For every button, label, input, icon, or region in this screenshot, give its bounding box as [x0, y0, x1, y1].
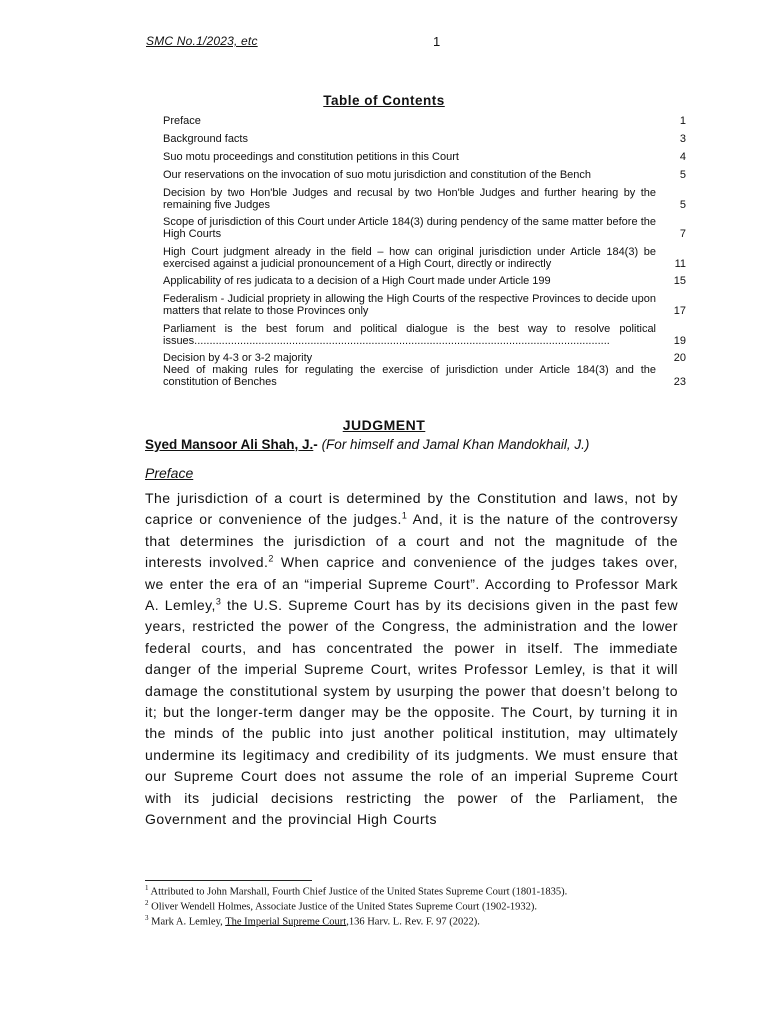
- footnote: [145, 883, 685, 898]
- case-reference: SMC No.1/2023, etc: [146, 34, 258, 48]
- toc-entry-text: Suo motu proceedings and constitution petitions in this Court: [163, 151, 459, 163]
- judgment-heading: JUDGMENT: [342, 417, 426, 433]
- toc-entry-text: Applicability of res judicata to a decision of a High Court made under Article 199: [163, 275, 551, 287]
- footnote-text: Oliver Wendell Holmes, Associate Justice of the United States Supreme Court (1902-1932).: [151, 901, 538, 913]
- footnote-mark: 3: [145, 913, 149, 922]
- preface-paragraph: [145, 488, 678, 831]
- toc-entry: [163, 352, 686, 364]
- toc-entry-text: Need of making rules for regulating the exercise of jurisdiction under Article 184(3) and the constitution of Benches: [163, 364, 656, 388]
- toc-entry-text: Decision by two Hon'ble Judges and recusal by two Hon'ble Judges and further hearing by the remaining five Judges: [163, 187, 656, 211]
- paragraph-text: the U.S. Supreme Court has by its decisions given in the past few years, restricted the power of the Congress, the administration and the lower federal courts, and has concentrated the power in itself. The immediate danger of the imperial Supreme Court, writes Professor Lemley, is that it will damage the constitutional system by usurping the power that doesn’t belong to it; but the longer-term danger may be the opposite. The Court, by turning it in the minds of the public into just another political institution, may ultimately undermine its legitimacy and credibility of its judgments. We must ensure that our Supreme Court does not assume the role of an imperial Supreme Court with its judicial decisions restricting the power of the Parliament, the Government and the provincial High Courts: [145, 597, 678, 828]
- toc-entry-page: 3: [679, 133, 686, 145]
- footnote-mark: 2: [145, 898, 149, 907]
- toc-entry: [163, 133, 686, 145]
- footnote-text: ,136 Harv. L. Rev. F. 97 (2022).: [346, 916, 480, 928]
- toc-entry-page: 19: [673, 335, 686, 347]
- footnote: [145, 913, 685, 928]
- footnotes: [145, 883, 685, 927]
- footnote-text: Mark A. Lemley,: [151, 916, 226, 928]
- footnote-mark: 1: [145, 884, 149, 892]
- toc-entry: [163, 115, 686, 127]
- footnote: [145, 898, 685, 913]
- toc-entry-page: 11: [674, 258, 686, 270]
- toc-entry: [163, 169, 686, 181]
- paragraph-text: And, it is the nature of the controversy that determines the jurisdiction of a court and not the magnitude of the interests involved.: [145, 511, 679, 571]
- toc-entry: [163, 364, 686, 388]
- toc-entry: [163, 246, 686, 270]
- author-suffix: -: [313, 437, 318, 452]
- toc-entry-text: Our reservations on the invocation of suo motu jurisdiction and constitution of the Bench: [163, 169, 592, 181]
- toc-entry-page: 17: [673, 305, 686, 317]
- toc-entry-text: High Court judgment already in the field – how can original jurisdiction under Article 184(3) be exercised against a judicial pronouncement of a High Court, directly or indirectly: [163, 246, 656, 270]
- footnote-ref[interactable]: 1: [401, 510, 408, 521]
- toc-entry-page: 15: [673, 275, 686, 287]
- toc-entry: [163, 151, 686, 163]
- toc-entry: [163, 293, 686, 317]
- paragraph-text: When caprice and convenience of the judges takes over, we enter the era of an “imperial Supreme Court”. According to Professor Mark A. Lemley,: [145, 554, 679, 614]
- paragraph-text: The jurisdiction of a court is determined by the Constitution and laws, not by caprice or convenience of the judges.: [145, 490, 678, 528]
- toc-entry-page: 5: [679, 199, 686, 211]
- toc-entry-page: 20: [673, 352, 686, 364]
- toc-entry-page: 1: [679, 115, 686, 127]
- toc-entry-page: 4: [679, 151, 686, 163]
- footnote-ref[interactable]: 2: [268, 553, 274, 564]
- author-line: [145, 437, 589, 452]
- toc-entry-page: 5: [679, 169, 686, 181]
- toc-entry-text: Background facts: [163, 133, 248, 145]
- footnote-ref[interactable]: 3: [215, 596, 222, 607]
- page-number: 1: [433, 34, 441, 49]
- toc-entry-text: Decision by 4-3 or 3-2 majority: [163, 352, 313, 364]
- toc-entry-text: Scope of jurisdiction of this Court under Article 184(3) during pendency of the same matter before the High Courts: [163, 216, 656, 240]
- footnote-text: Attributed to John Marshall, Fourth Chief Justice of the United States Supreme Court (1801-1835).: [150, 886, 568, 898]
- toc-entry: [163, 216, 686, 240]
- toc-entry-page: 7: [679, 228, 686, 240]
- toc-entry-text: Federalism - Judicial propriety in allowing the High Courts of the respective Provinces to decide upon matters that relate to those Provinces only: [163, 293, 656, 317]
- table-of-contents: [163, 115, 686, 388]
- toc-entry-page: 23: [673, 376, 686, 388]
- toc-entry-text: Parliament is the best forum and political dialogue is the best way to resolve political issues........................................................................................................................................: [163, 323, 656, 347]
- author-name: Syed Mansoor Ali Shah, J.: [145, 437, 314, 452]
- toc-title: Table of Contents: [323, 93, 445, 108]
- citation-title: The Imperial Supreme Court: [225, 916, 347, 928]
- toc-entry-text: Preface: [163, 115, 201, 127]
- author-note: (For himself and Jamal Khan Mandokhail, J.): [321, 437, 590, 452]
- footnote-divider: [145, 880, 312, 881]
- toc-entry: [163, 323, 686, 347]
- section-heading: Preface: [145, 465, 194, 481]
- toc-entry: [163, 275, 686, 287]
- toc-entry: [163, 187, 686, 211]
